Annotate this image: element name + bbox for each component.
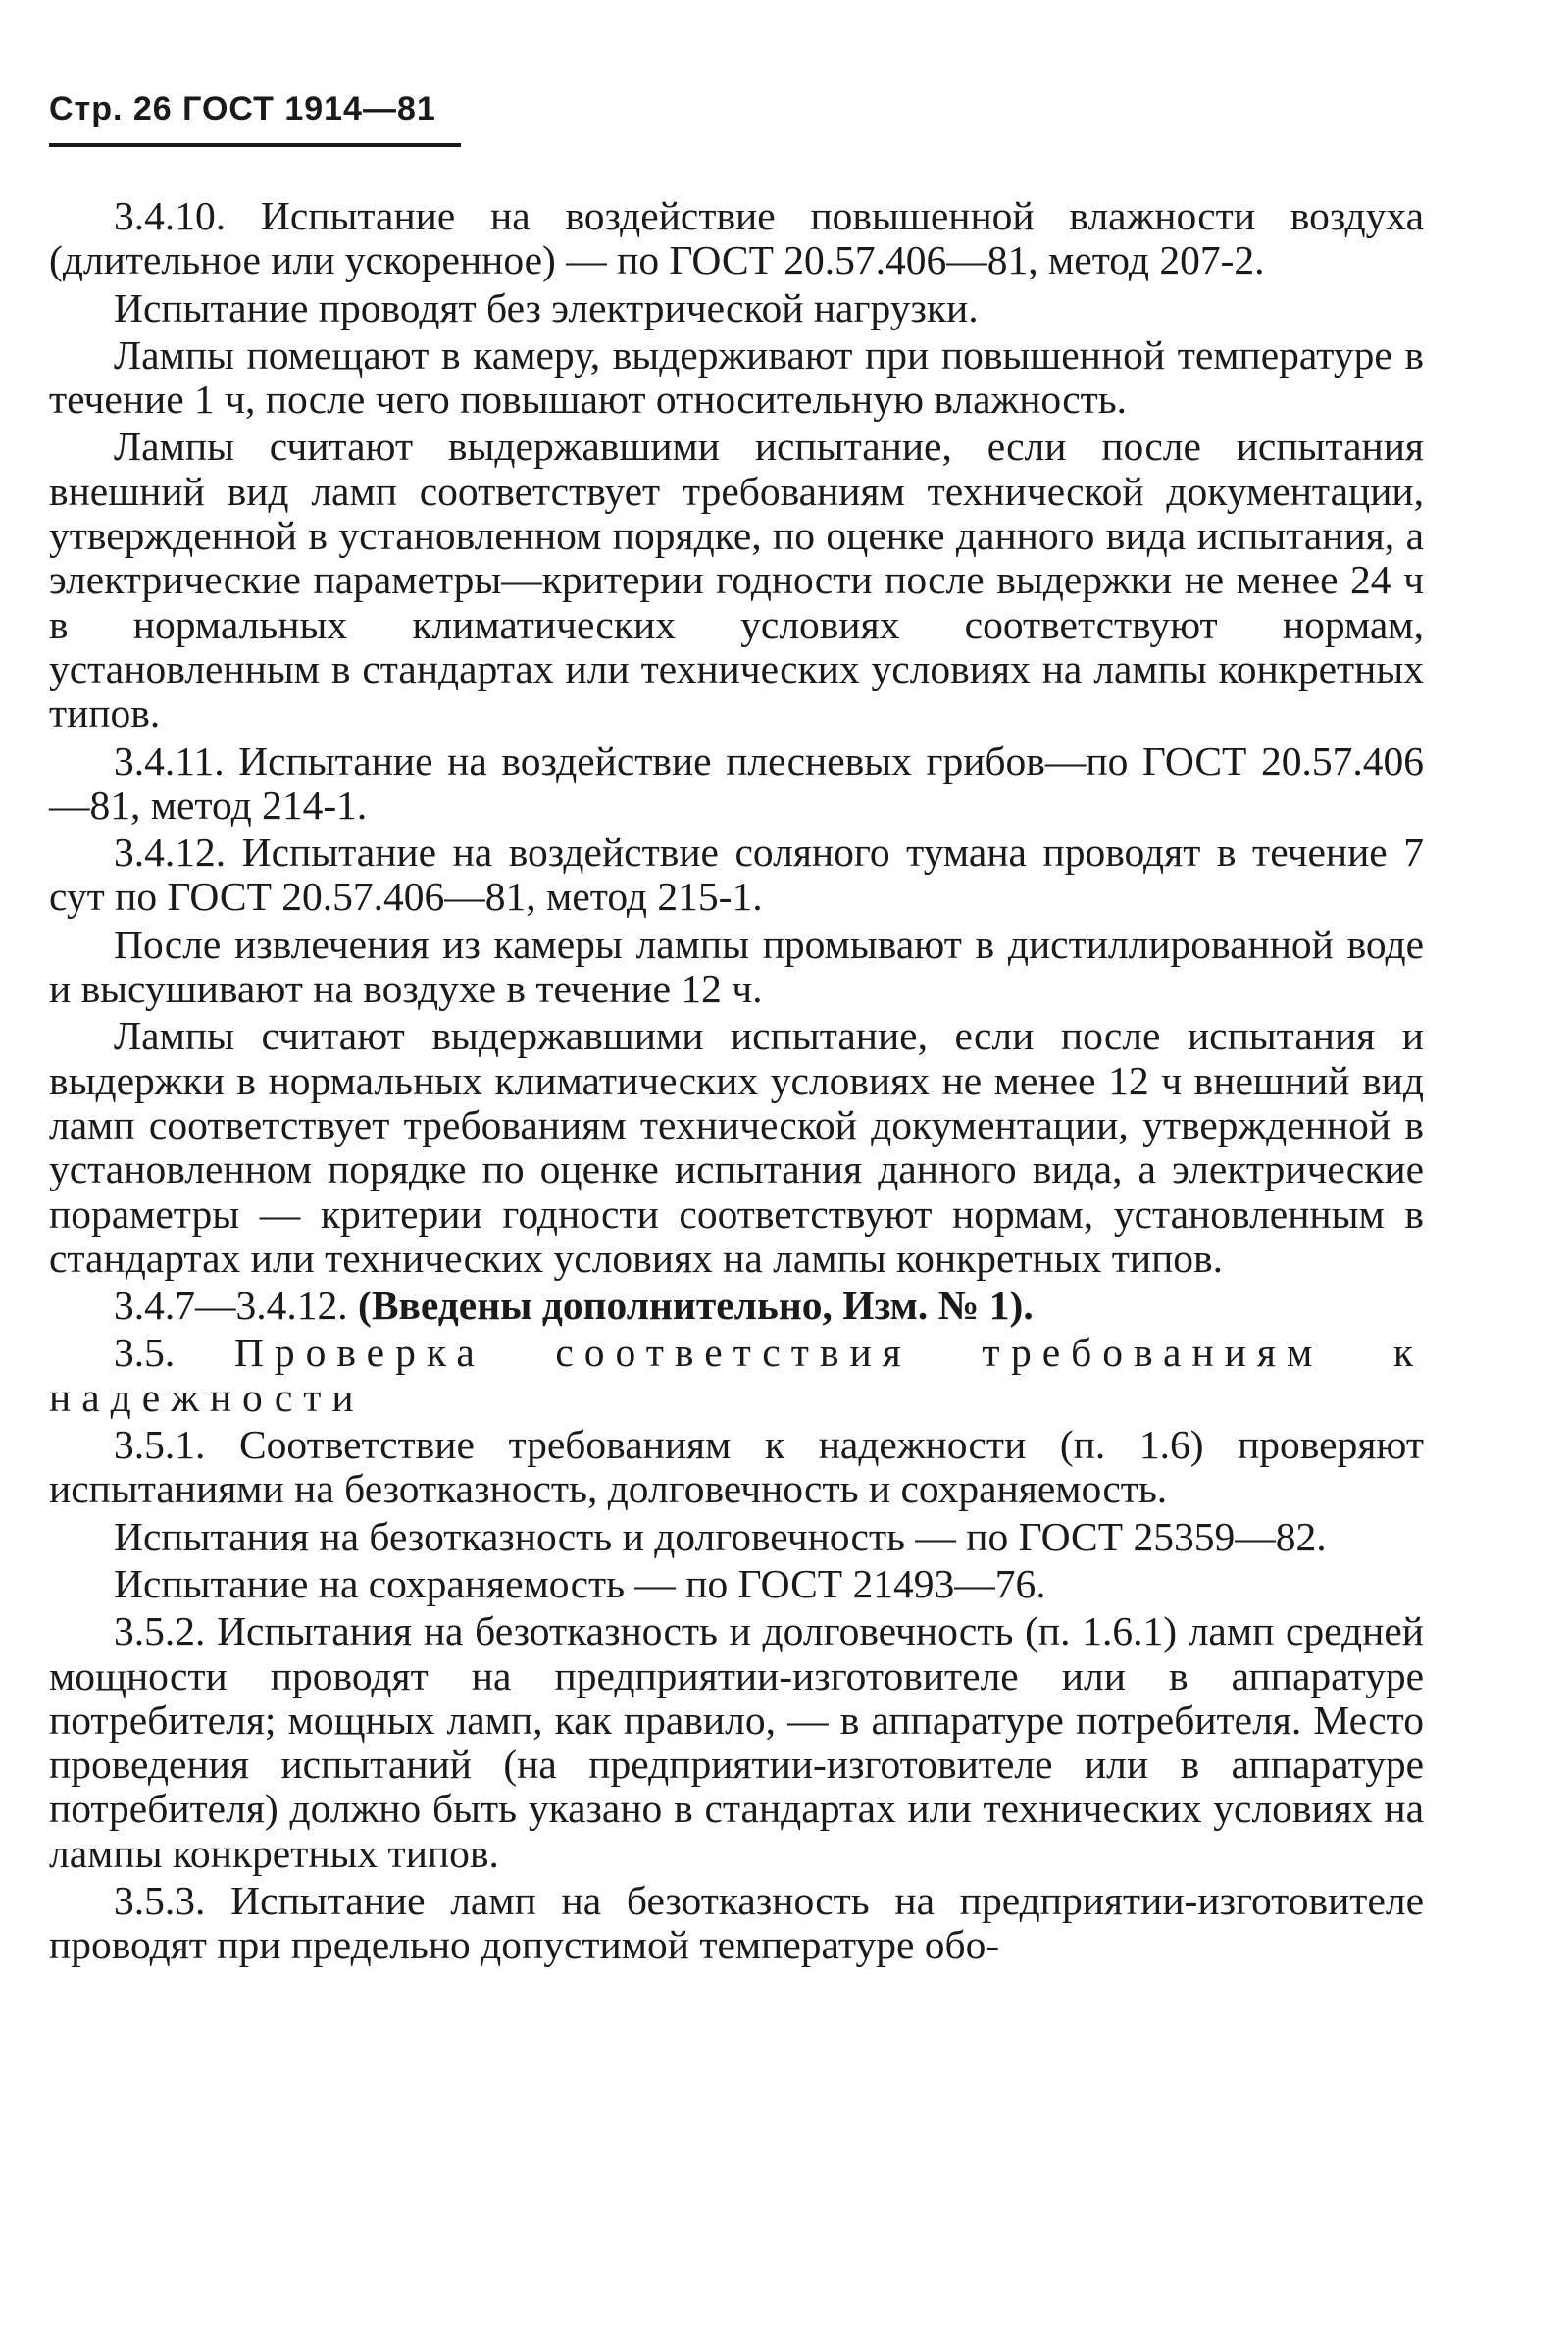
page-header: Стр. 26 ГОСТ 1914—81 bbox=[49, 90, 436, 127]
paragraph-criteria-humidity: Лампы считают выдержавшими испытание, если после испытания внешний вид ламп соответствует требованиям технической документации, утвержденной в установленном порядке, по оценке данного вида испытания, а электрические параметры—критерии годности после выдержки не менее 24 ч в нормальных климатических условиях соответствуют нормам, установленным в стандартах или технических условиях на лампы конкретных типов. bbox=[49, 424, 1424, 736]
paragraph-rinse: После извлечения из камеры лампы промывают в дистиллированной воде и высушивают на воздухе в течение 12 ч. bbox=[49, 921, 1424, 1012]
amendment-text: (Введены дополнительно, Изм. № 1). bbox=[358, 1283, 1034, 1329]
paragraph-criteria-salt: Лампы считают выдержавшими испытание, если после испытания и выдержки в нормальных климатических условиях не менее 12 ч внешний вид ламп соответствует требованиям технической документации, утвержденной в установленном порядке по оценке испытания данного вида, а электрические пораметры — критерии годности соответствуют нормам, установленным в стандартах или технических условиях на лампы конкретных типов. bbox=[49, 1013, 1424, 1281]
paragraph-storage-standard: Испытание на сохраняемость — по ГОСТ 21493—76. bbox=[114, 1560, 1046, 1606]
section-title: Проверка соответствия требованиям к надежности bbox=[49, 1330, 1424, 1420]
paragraph-3-4-11: 3.4.11. Испытание на воздействие плесневых грибов—по ГОСТ 20.57.406—81, метод 214-1. bbox=[49, 737, 1424, 828]
paragraph-3-5-3: 3.5.3. Испытание ламп на безотказность на предприятии-изготовителе проводят при предельно допустимой температуре обо- bbox=[49, 1877, 1424, 1968]
paragraph-3-5-1: 3.5.1. Соответствие требованиям к надежности (п. 1.6) проверяют испытаниями на безотказность, долговечность и сохраняемость. bbox=[49, 1422, 1424, 1512]
paragraph-reliability-standard: Испытания на безотказность и долговечность — по ГОСТ 25359—82. bbox=[114, 1513, 1327, 1559]
paragraph-3-4-12: 3.4.12. Испытание на воздействие соляного тумана проводят в течение 7 сут по ГОСТ 20.57.406—81, метод 215-1. bbox=[49, 830, 1424, 920]
section-heading-3-5 bbox=[49, 1331, 1424, 1420]
amendment-ref: 3.4.7—3.4.12. bbox=[114, 1283, 348, 1329]
paragraph-3-4-10: 3.4.10. Испытание на воздействие повышенной влажности воздуха (длительное или ускоренное) — по ГОСТ 20.57.406—81, метод 207-2. bbox=[49, 193, 1424, 283]
header-rule bbox=[49, 143, 461, 147]
paragraph-no-load: Испытание проводят без электрической нагрузки. bbox=[114, 284, 979, 330]
section-number: 3.5. bbox=[114, 1330, 176, 1376]
paragraph-chamber: Лампы помещают в камеру, выдерживают при повышенной температуре в течение 1 ч, после чего повышают относительную влажность. bbox=[49, 331, 1424, 423]
paragraph-amendment bbox=[49, 1284, 1424, 1328]
paragraph-3-5-2: 3.5.2. Испытания на безотказность и долговечность (п. 1.6.1) ламп средней мощности проводят на предприятии-изготовителе или в аппаратуре потребителя; мощных ламп, как правило, — в аппаратуре потребителя. Место проведения испытаний (на предприятии-изготовителе или в аппаратуре потребителя) должно быть указано в стандартах или технических условиях на лампы конкретных типов. bbox=[49, 1608, 1424, 1876]
document-body bbox=[49, 194, 1424, 1968]
